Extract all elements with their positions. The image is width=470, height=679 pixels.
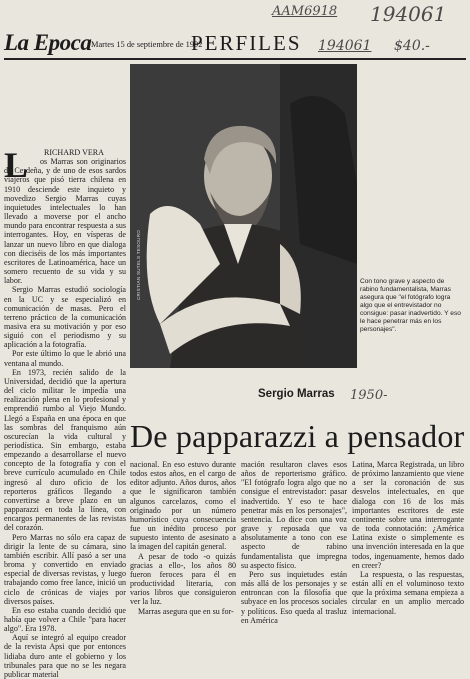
paragraph: mación resultaron claves esos años de reporterismo gráfico. "El fotógrafo logra algo que no consigue el entrevistador: pasar inadvertido. Y eso te hace penetrar más en los personajes", sentencia. Lo dice con una voz grave y reposada que va absolutamente a tono con ese aspecto de rabino fundamentalista que impregna su aspecto físico. <box>241 460 347 570</box>
archive-price: $40.- <box>394 38 430 54</box>
paragraph: La respuesta, o las respuestas, están allí en el voluminoso texto que la próxima semana empieza a circular en un amplio mercado internacional. <box>352 569 464 616</box>
portrait-illustration <box>130 64 357 368</box>
birth-year-note: 1950- <box>350 388 388 403</box>
header-rule <box>4 58 466 60</box>
author-name: RICHARD VERA <box>44 148 104 157</box>
paragraph: Sergio Marras estudió sociología en la UC y se especializó en comunicación de masas. Pero el terreno práctico de la comunicación masiva era su motivación y por eso siguió con el periodismo y su aplicación a la fotografía. <box>4 285 126 350</box>
byline-subject: Sergio Marras <box>258 388 335 400</box>
drop-cap: L <box>4 145 29 185</box>
article-headline: De papparazzi a pensador <box>130 418 465 454</box>
paragraph: Pero Marras no sólo era capaz de dirigir la lente de su cámara, sino también escribir. Allí pasó a ser una broma y convertido en enviado especial de diversas revistas, y luego trabajando como free lance, inició un ciclo de crónicas de viajes por diversos países. <box>4 532 126 606</box>
paragraph: Latina, Marca Registrada, un libro de próximo lanzamiento que viene a ser la coronación de sus desvelos intelectuales, en que dialoga con 16 de los más importantes escritores de este continente sobre una interrogante de toda connotación: ¿América Latina existe o simplemente es una invención interesada en la que todos, ingenuamente, hemos dado en creer? <box>352 460 464 570</box>
article-column-4 <box>352 460 464 616</box>
newspaper-masthead: La Epoca <box>4 30 92 55</box>
paragraph: nacional. En eso estuvo durante todos estos años, en el cargo de editor adjunto. Años duros, años que le significaron también algunos carcelazos, como el originado por un número humorístico cuya consecuencia fue un inédito proceso por supuesto intento de asesinato a la imagen del capitán general. <box>130 460 236 552</box>
paragraph: Pero sus inquietudes están más allá de los personajes y se entroncan con la filosofía que subyace en los procesos sociales y políticos. Eso queda al trasluz en América <box>241 569 347 625</box>
paragraph: os Marras son originarios de Cerdeña, y de uno de esos sardos viajeros que pisó tierra chilena en 1910 desciende este inquieto y movedizo Sergio Marras cuyas inquietudes intelectuales lo han llevado a moverse por el ancho mundo para encontrar respuesta a sus interrogantes. Hoy, en vísperas de lanzar un nuevo libro en que dialoga con dieciséis de los más importantes escritores de Latinoamérica, hace un somero recuento de su vida y su labor. <box>4 157 126 286</box>
paragraph: En eso estaba cuando decidió que había que volver a Chile "para hacer algo". Era 1978. <box>4 605 126 634</box>
archive-ref-number: 194061 <box>318 38 372 54</box>
photo-credit: CRISTIAN SUTELS TESOURO <box>136 229 141 300</box>
paragraph: Marras asegura que en su for- <box>138 606 234 616</box>
article-column-2 <box>130 460 236 616</box>
section-title: PERFILES <box>191 31 302 55</box>
paragraph: En 1973, recién salido de la Universidad, decidió que la apertura del ciclo militar le impedía una realización plena en lo profesional y emprendió rumbo al Viejo Mundo. Llegó a España en una época en que las sombras del franquismo aún oscurecían la vida cultural y periodística. Sin embargo, estaba empezando a desarrollarse el nuevo concepto de la fotografía y con el breve currículo acumulado en Chile ingresó al duro oficio de los reporteros gráficos llegando a convertirse a breve plazo en un papparazzi en toda la línea, con encargos permanentes de las revistas del corazón. <box>4 367 126 533</box>
portrait-photo <box>130 64 357 368</box>
archive-stamp-left: AAM6918 <box>272 4 338 19</box>
archive-stamp-right: 194061 <box>370 2 447 26</box>
article-column-1 <box>4 145 126 679</box>
paragraph: A pesar de todo -o quizás gracias a ello-, los años 80 fueron feroces para él en productividad literaria, con varios libros que consiguieron ver la luz. <box>130 551 236 607</box>
paragraph: Por este último lo que le abrió una ventana al mundo. <box>4 349 126 368</box>
issue-date: Martes 15 de septiembre de 1992 <box>91 40 203 49</box>
paragraph: Aquí se integró al equipo creador de la revista Apsi que por entonces lidiaba duro ante el gobierno y los tribunales para que no se les negara publicar material <box>4 633 126 679</box>
article-column-3 <box>241 460 347 625</box>
photo-caption: Con tono grave y aspecto de rabino fundamentalista, Marras asegura que "el fotógrafo logra algo que el entrevistador no consigue: pasar inadvertido. Y eso le hace penetrar más en los personajes". <box>360 278 461 333</box>
